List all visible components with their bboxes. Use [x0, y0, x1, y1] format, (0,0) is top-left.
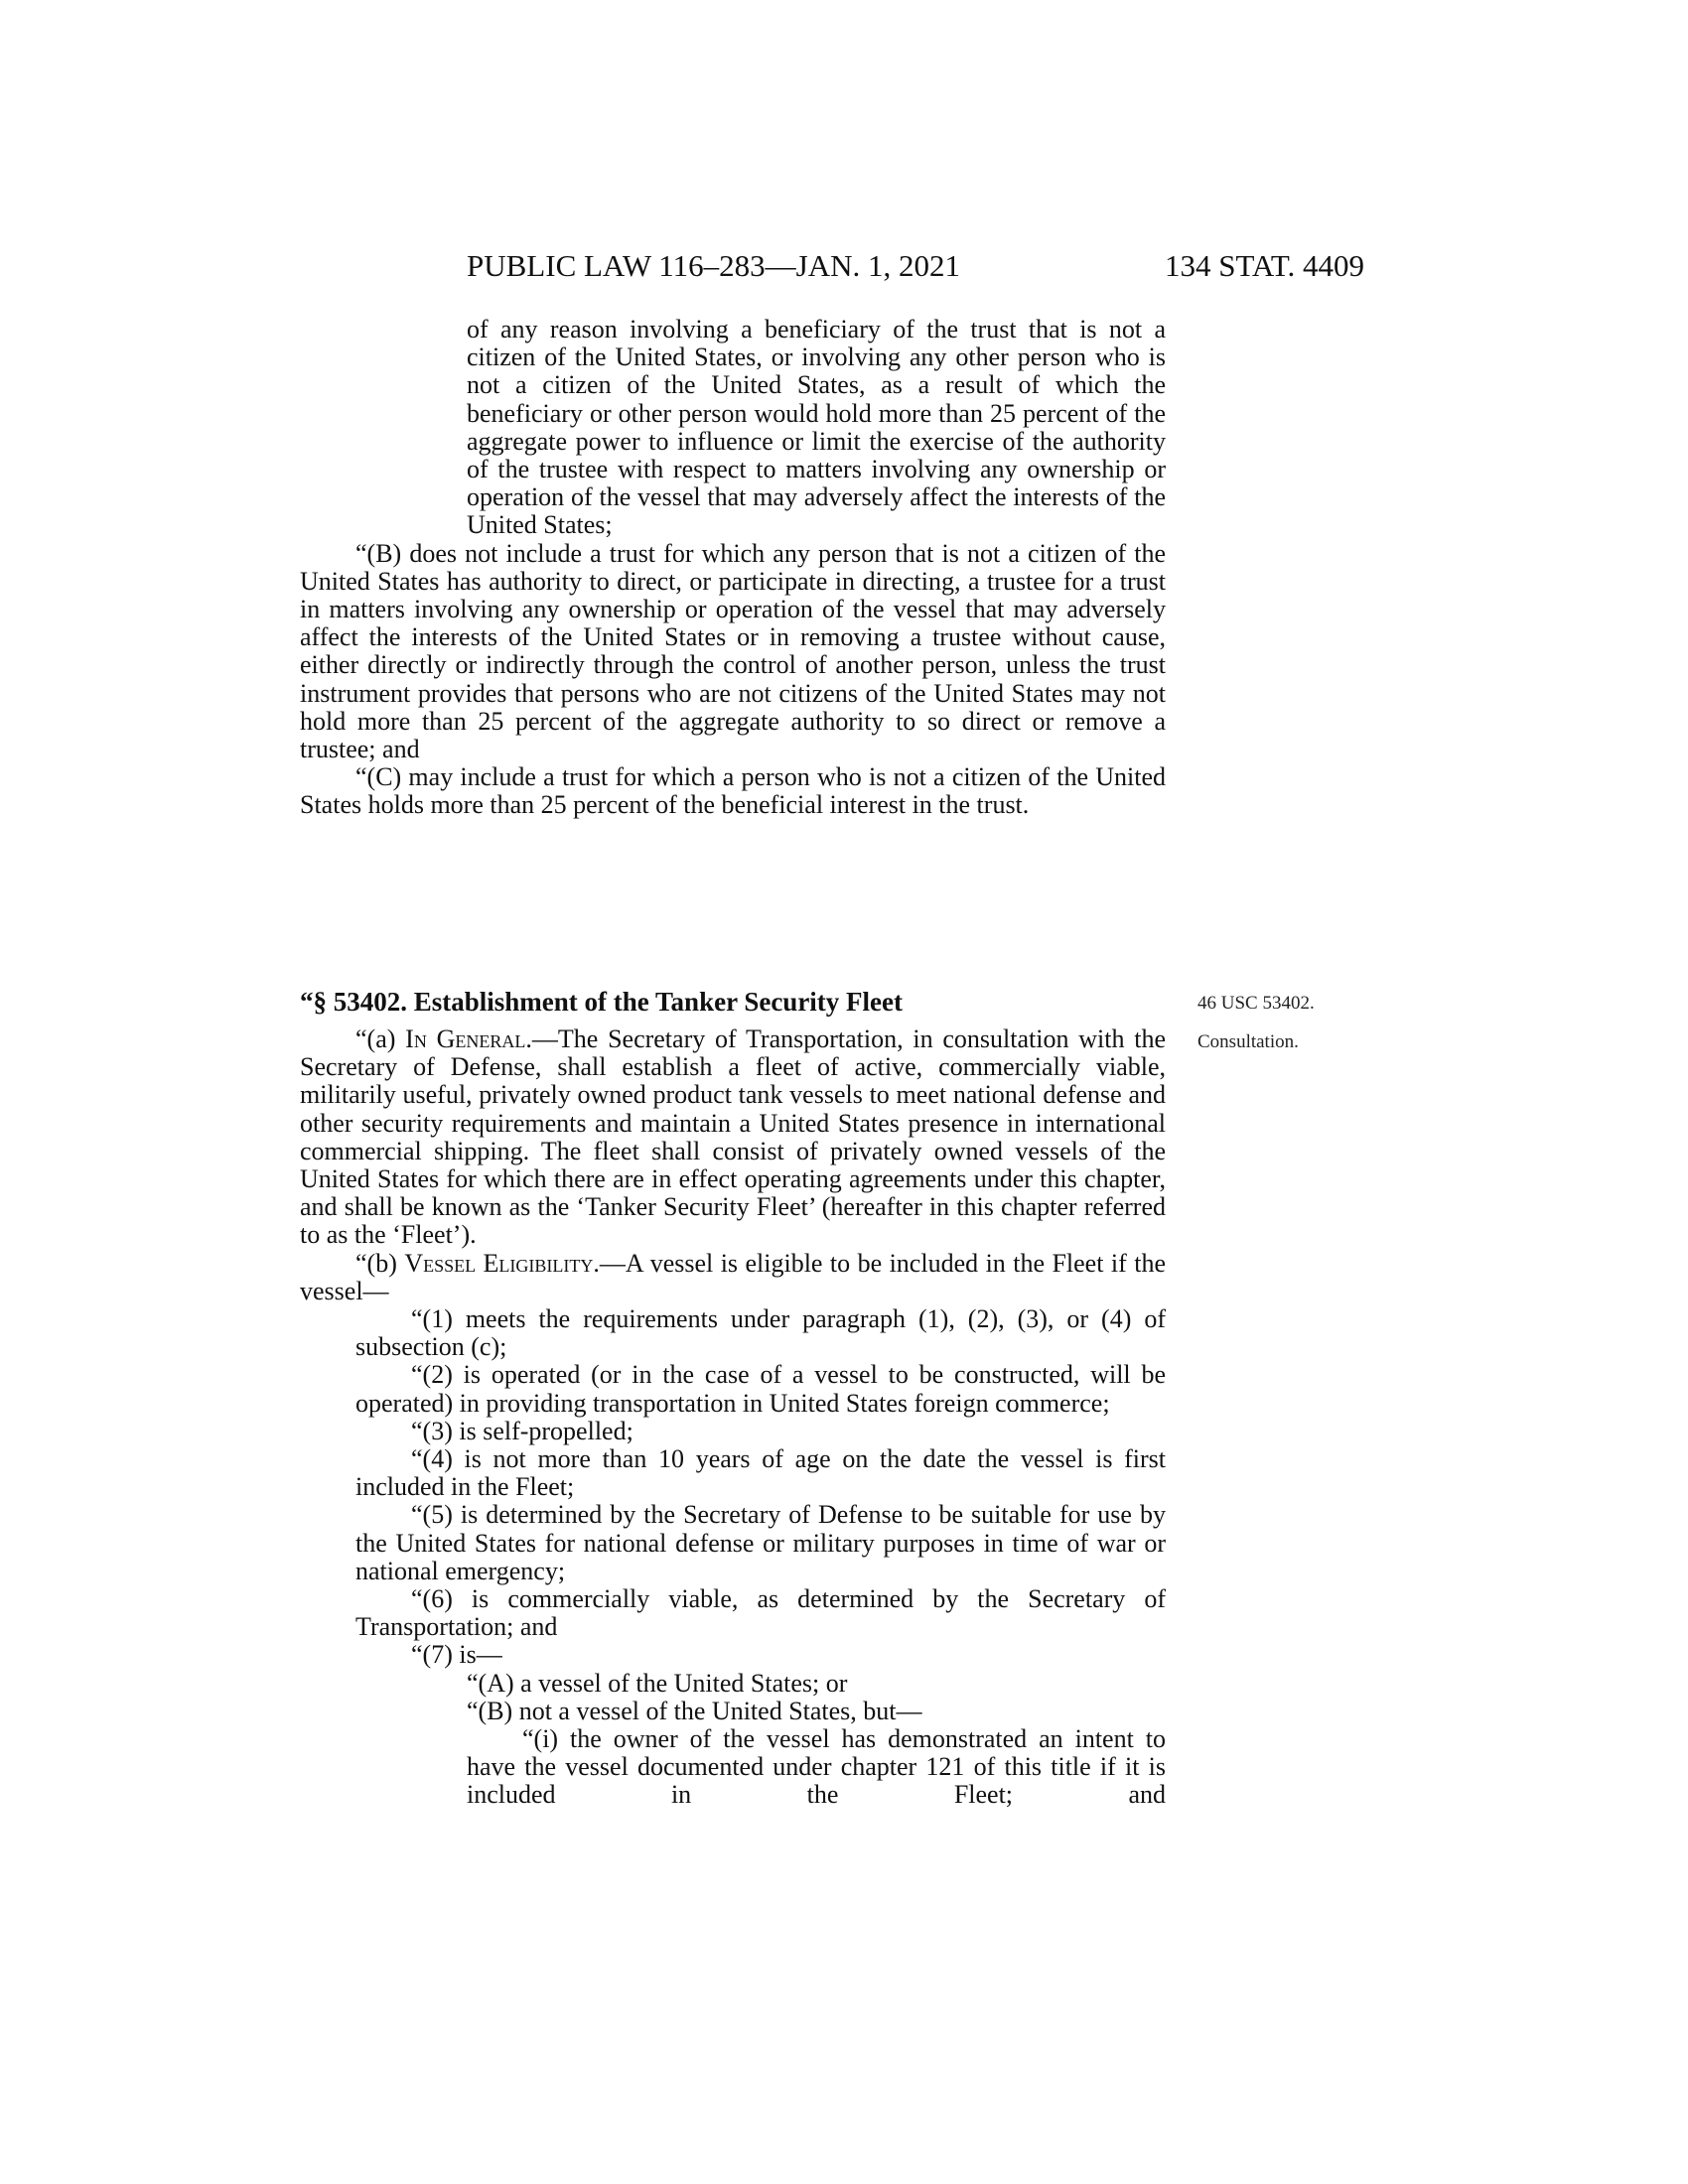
paragraph-2: “(2) is operated (or in the case of a vessel to be constructed, will be operated) in providing transportation in United States foreign commerce;: [355, 1360, 1166, 1418]
clause-a-continuation: of any reason involving a beneficiary of the trust that is not a citizen of the United States, or involving any other person who is not a citizen of the United States, as a result of which the beneficiary or other person would hold more than 25 percent of the aggregate power to influence or limit the exercise of the authority of the trustee with respect to matters involving any ownership or operation of the vessel that may adversely affect the interests of the United States;: [467, 315, 1166, 540]
subsection-a-text: .—The Secretary of Transportation, in consultation with the Secretary of Defense, shall establish a fleet of active, commercially viable, militarily useful, privately owned product tank vessels to meet national defense and other security requirements and maintain a United States presence in international commercial shipping. The fleet shall consist of privately owned vessels of the United States for which there are in effect operating agreements under this chapter, and shall be known as the ‘Tanker Security Fleet’ (hereafter in this chapter referred to as the ‘Fleet’).: [300, 1024, 1166, 1250]
subparagraph-7-a: “(A) a vessel of the United States; or: [467, 1668, 848, 1698]
section-body: [300, 1025, 1166, 1810]
clause-7-b-i: “(i) the owner of the vessel has demonstrated an intent to have the vessel documented under chapter 121 of this title if it is included in the Fleet; and: [467, 1724, 1166, 1810]
margin-note-consultation: Consultation.: [1197, 1031, 1299, 1052]
subsection-b: [300, 1250, 1166, 1305]
paragraph-5: “(5) is determined by the Secretary of Defense to be suitable for use by the United States for national defense or military purposes in time of war or national emergency;: [355, 1500, 1166, 1585]
subsection-b-text: .—A vessel is eligible to be included in the Fleet if the vessel—: [300, 1248, 1166, 1305]
section-heading: “§ 53402. Establishment of the Tanker Security Fleet: [300, 987, 903, 1017]
paragraph-7: “(7) is—: [411, 1640, 502, 1670]
subparagraph-b: “(B) does not include a trust for which any person that is not a citizen of the United States has authority to direct, or participate in directing, a trustee for a trust in matters involving any ownership or operation of the vessel that may adversely affect the interests of the United States or in removing a trustee without cause, either directly or indirectly through the control of another person, unless the trust instrument provides that persons who are not citizens of the United States may not hold more than 25 percent of the aggregate authority to so direct or remove a trustee; and: [300, 538, 1166, 764]
subsection-b-prefix: “(b): [355, 1248, 405, 1278]
subsection-a-prefix: “(a): [355, 1024, 406, 1053]
subparagraph-7-b: “(B) not a vessel of the United States, but—: [467, 1696, 922, 1725]
paragraph-1: “(1) meets the requirements under paragraph (1), (2), (3), or (4) of subsection (c);: [355, 1304, 1166, 1362]
page-header: [467, 246, 1364, 286]
subsection-b-caption: Vessel Eligibility: [404, 1248, 594, 1278]
statute-page-number: 134 STAT. 4409: [1164, 248, 1364, 283]
subparagraph-c: “(C) may include a trust for which a person who is not a citizen of the United States holds more than 25 percent of the beneficial interest in the trust.: [300, 762, 1166, 820]
margin-note-usc: 46 USC 53402.: [1197, 993, 1315, 1014]
subsection-a-caption: In General: [405, 1024, 526, 1053]
running-head-title: PUBLIC LAW 116–283—JAN. 1, 2021: [467, 248, 960, 283]
subsection-a: [300, 1025, 1166, 1250]
continued-trust-provisions: [300, 316, 1166, 820]
paragraph-6: “(6) is commercially viable, as determined by the Secretary of Transportation; and: [355, 1584, 1166, 1642]
paragraph-3: “(3) is self-propelled;: [411, 1416, 633, 1445]
paragraph-4: “(4) is not more than 10 years of age on the date the vessel is first included in the Fleet;: [355, 1444, 1166, 1502]
